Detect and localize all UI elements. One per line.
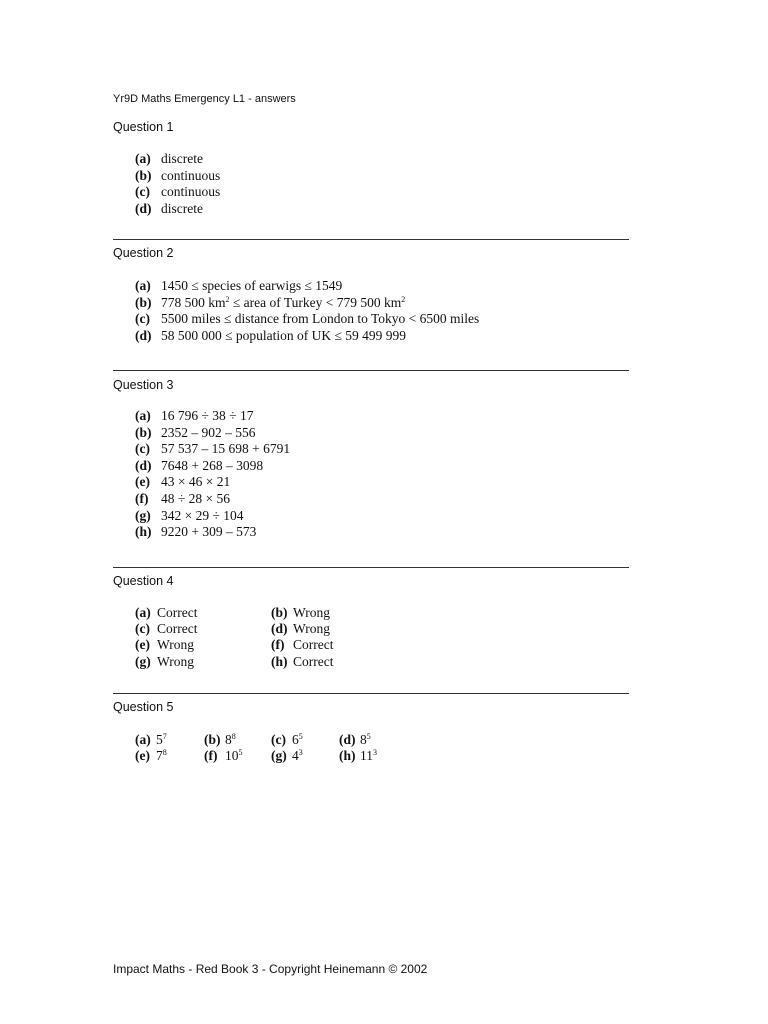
question-3-answers bbox=[135, 408, 290, 541]
answer-cell bbox=[271, 654, 333, 670]
answer-cell bbox=[204, 748, 243, 764]
answer-label: (b) bbox=[204, 732, 221, 747]
answer-cell bbox=[135, 621, 197, 637]
answer-row bbox=[135, 508, 290, 525]
question-5-heading: Question 5 bbox=[113, 700, 174, 714]
answer-label: (c) bbox=[135, 311, 150, 327]
answer-label: (e) bbox=[135, 748, 150, 763]
answer-cell bbox=[271, 732, 303, 748]
answer-row bbox=[135, 278, 479, 295]
answer-text: Wrong bbox=[157, 654, 194, 669]
answer-cell bbox=[271, 748, 303, 764]
answer-row bbox=[135, 408, 290, 425]
answer-text: 7648 + 268 – 3098 bbox=[161, 457, 264, 473]
answer-label: (e) bbox=[135, 637, 150, 652]
answer-cell bbox=[339, 748, 377, 764]
answer-cell bbox=[339, 732, 371, 748]
answer-label: (g) bbox=[135, 654, 151, 669]
question-4-heading: Question 4 bbox=[113, 574, 174, 588]
answer-text: Correct bbox=[157, 621, 198, 636]
answer-row bbox=[135, 425, 290, 442]
answer-label: (d) bbox=[135, 200, 152, 216]
answer-label: (a) bbox=[135, 151, 151, 166]
power-base: 8 bbox=[225, 732, 232, 747]
answer-label: (d) bbox=[135, 327, 152, 343]
answer-cell bbox=[271, 621, 330, 637]
answer-text: continuous bbox=[161, 184, 221, 200]
answer-label: (c) bbox=[135, 441, 150, 457]
answer-label: (c) bbox=[135, 184, 150, 200]
answer-cell bbox=[135, 732, 167, 748]
answer-label: (d) bbox=[135, 457, 152, 473]
answer-label: (b) bbox=[135, 424, 152, 440]
answer-row bbox=[135, 168, 220, 185]
answer-label: (h) bbox=[339, 748, 356, 763]
answer-row bbox=[135, 458, 290, 475]
answer-text: 43 × 46 × 21 bbox=[161, 474, 231, 490]
power-exponent: 3 bbox=[298, 748, 303, 757]
power-exponent: 8 bbox=[231, 732, 236, 741]
question-2-heading: Question 2 bbox=[113, 246, 174, 260]
answer-label: (d) bbox=[339, 732, 356, 747]
answer-cell bbox=[135, 654, 194, 670]
answer-text: 9220 + 309 – 573 bbox=[161, 524, 257, 540]
question-3-heading: Question 3 bbox=[113, 378, 174, 392]
answer-label: (a) bbox=[135, 605, 151, 620]
answer-label: (b) bbox=[271, 605, 288, 620]
answer-label: (b) bbox=[135, 294, 152, 310]
power-base: 5 bbox=[156, 732, 163, 747]
section-divider bbox=[113, 567, 629, 568]
answer-row bbox=[135, 201, 220, 218]
answer-row bbox=[135, 328, 479, 345]
answer-row bbox=[135, 524, 290, 541]
answer-text: discrete bbox=[161, 151, 203, 166]
answer-text: 1450 ≤ species of earwigs ≤ 1549 bbox=[161, 278, 343, 293]
superscript: 2 bbox=[225, 294, 230, 304]
answer-cell bbox=[135, 605, 197, 621]
answer-label: (c) bbox=[135, 621, 150, 636]
answer-label: (g) bbox=[271, 748, 287, 763]
answer-row bbox=[135, 491, 290, 508]
answer-text: Correct bbox=[293, 637, 334, 652]
superscript: 2 bbox=[401, 294, 406, 304]
answer-row bbox=[135, 295, 479, 312]
power-exponent: 5 bbox=[238, 748, 243, 757]
answer-text: continuous bbox=[161, 167, 221, 183]
answer-label: (e) bbox=[135, 474, 150, 490]
answer-row bbox=[135, 151, 220, 168]
answer-text: Wrong bbox=[293, 621, 330, 636]
answer-text: Wrong bbox=[293, 605, 330, 620]
answer-cell bbox=[271, 637, 333, 653]
answer-row bbox=[135, 474, 290, 491]
answer-row bbox=[135, 441, 290, 458]
answer-text: 2352 – 902 – 556 bbox=[161, 424, 256, 440]
question-2-answers bbox=[135, 278, 479, 344]
power-exponent: 7 bbox=[162, 732, 167, 741]
answer-text: discrete bbox=[161, 200, 203, 216]
power-base: 6 bbox=[292, 732, 299, 747]
answer-label: (f) bbox=[271, 637, 285, 652]
answer-label: (h) bbox=[271, 654, 288, 669]
answer-text: 16 796 ÷ 38 ÷ 17 bbox=[161, 408, 254, 423]
answer-cell bbox=[204, 732, 236, 748]
page-footer: Impact Maths - Red Book 3 - Copyright Heinemann © 2002 bbox=[113, 962, 428, 976]
power-base: 10 bbox=[225, 748, 239, 763]
answer-label: (f) bbox=[204, 748, 218, 763]
answer-text: Wrong bbox=[157, 637, 194, 652]
answer-label: (d) bbox=[271, 621, 288, 636]
answer-text-part: 778 500 km bbox=[161, 294, 226, 310]
section-divider bbox=[113, 693, 629, 694]
power-exponent: 5 bbox=[366, 732, 371, 741]
answer-label: (g) bbox=[135, 507, 151, 523]
answer-label: (a) bbox=[135, 278, 151, 293]
answer-cell bbox=[135, 637, 194, 653]
answer-label: (h) bbox=[135, 524, 152, 540]
section-divider bbox=[113, 370, 629, 371]
answer-label: (f) bbox=[135, 490, 149, 506]
power-base: 8 bbox=[360, 732, 367, 747]
answer-label: (c) bbox=[271, 732, 286, 747]
power-exponent: 5 bbox=[298, 732, 303, 741]
answer-cell bbox=[135, 748, 167, 764]
power-base: 4 bbox=[292, 748, 299, 763]
answer-row bbox=[135, 311, 479, 328]
answer-row bbox=[135, 184, 220, 201]
power-exponent: 3 bbox=[373, 748, 377, 757]
answer-text: 5500 miles ≤ distance from London to Tokyo < 6500 miles bbox=[161, 311, 480, 327]
section-divider bbox=[113, 239, 629, 240]
answer-text: 57 537 – 15 698 + 6791 bbox=[161, 441, 291, 457]
answer-text: 48 ÷ 28 × 56 bbox=[161, 490, 231, 506]
question-1-answers bbox=[135, 151, 220, 217]
power-exponent: 8 bbox=[162, 748, 167, 757]
answer-text: Correct bbox=[293, 654, 334, 669]
answer-text-part: ≤ area of Turkey < 779 500 km bbox=[229, 294, 402, 310]
answer-label: (a) bbox=[135, 408, 151, 423]
answer-text: Correct bbox=[157, 605, 198, 620]
answer-text: 58 500 000 ≤ population of UK ≤ 59 499 999 bbox=[161, 327, 407, 343]
question-1-heading: Question 1 bbox=[113, 120, 174, 134]
answer-text: 342 × 29 ÷ 104 bbox=[161, 507, 244, 523]
answer-label: (b) bbox=[135, 167, 152, 183]
power-base: 7 bbox=[156, 748, 163, 763]
answer-label: (a) bbox=[135, 732, 151, 747]
document-title: Yr9D Maths Emergency L1 - answers bbox=[113, 93, 296, 105]
power-base: 11 bbox=[360, 748, 373, 763]
answer-cell bbox=[271, 605, 330, 621]
